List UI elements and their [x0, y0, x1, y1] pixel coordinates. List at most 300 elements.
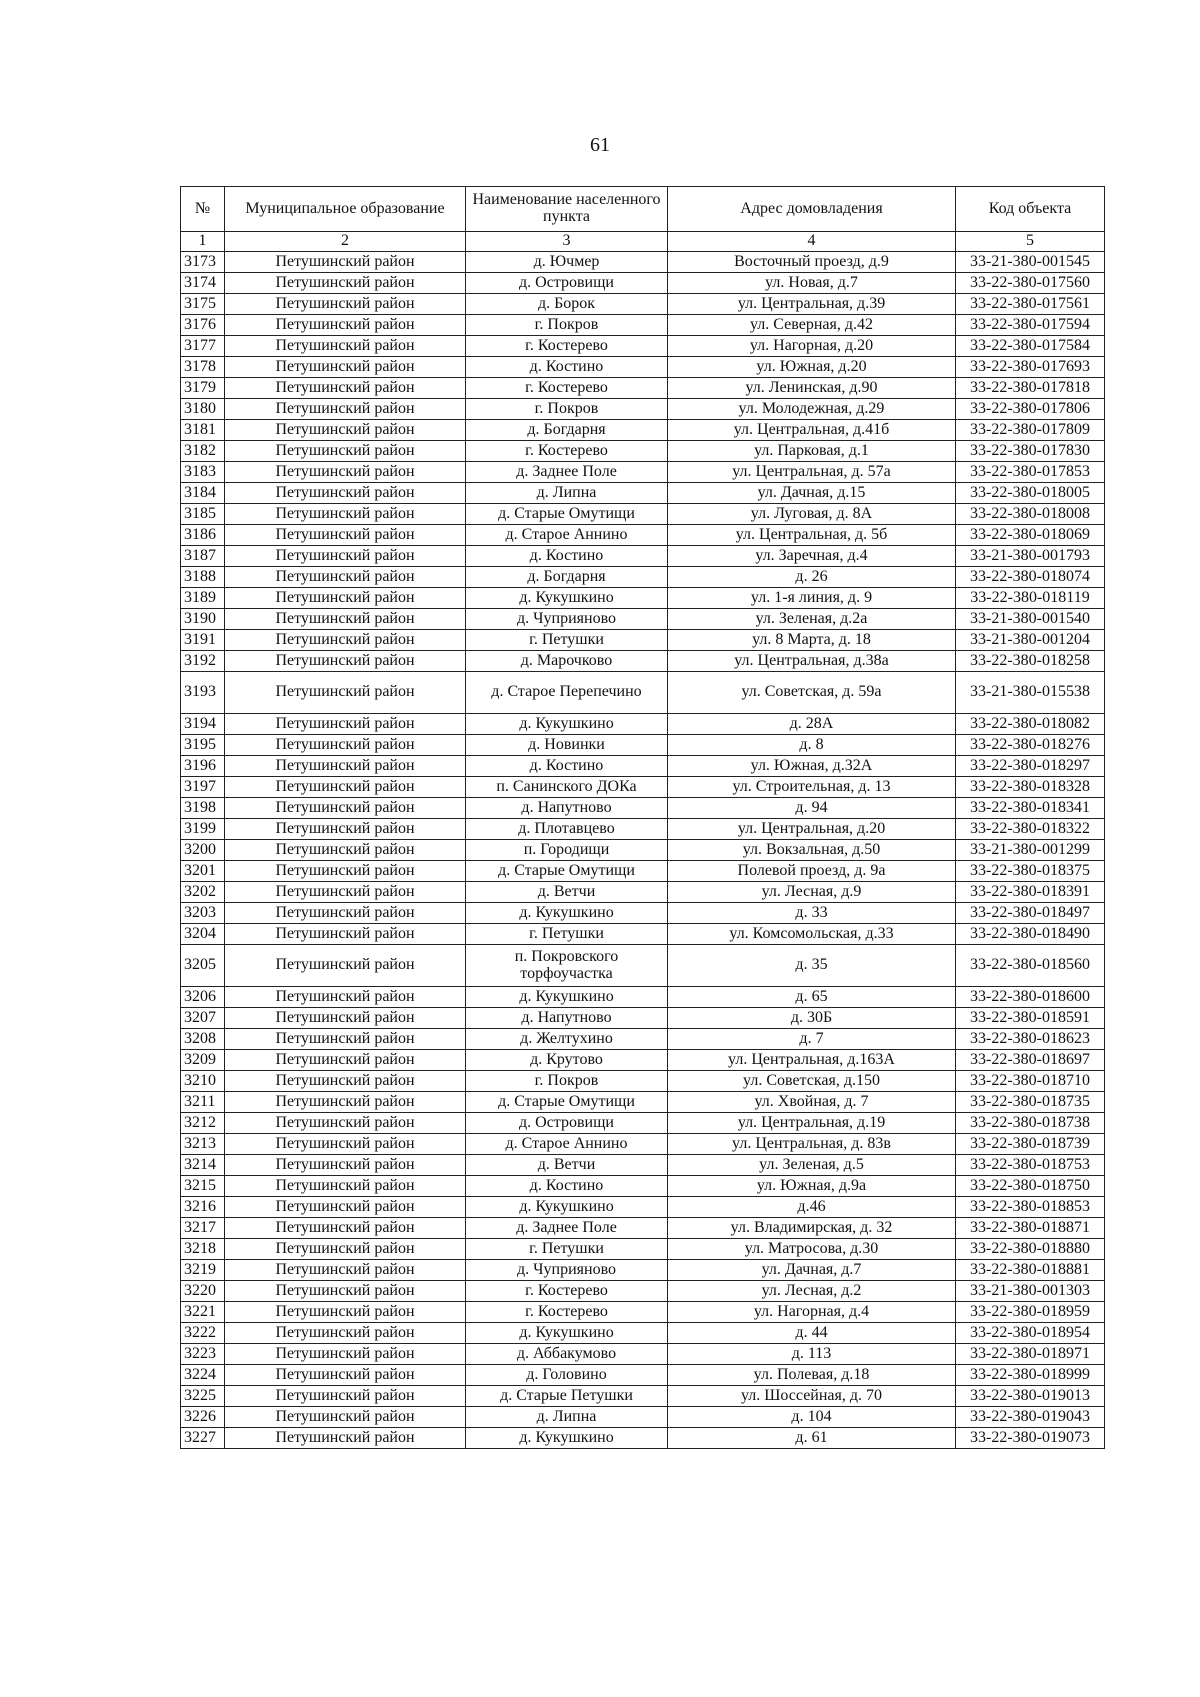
municipality-cell: Петушинский район	[225, 1155, 466, 1176]
municipality-cell: Петушинский район	[225, 483, 466, 504]
row-number: 3189	[181, 588, 225, 609]
object-code-cell: 33-22-380-018258	[956, 651, 1105, 672]
table-row	[181, 1323, 1105, 1344]
municipality-cell: Петушинский район	[225, 945, 466, 987]
table-row	[181, 1092, 1105, 1113]
address-cell: ул. 8 Марта, д. 18	[668, 630, 956, 651]
municipality-cell: Петушинский район	[225, 1365, 466, 1386]
column-number: 3	[466, 232, 668, 252]
settlement-cell: п. Покровского торфоучастка	[466, 945, 668, 987]
table-row	[181, 399, 1105, 420]
table-row	[181, 1302, 1105, 1323]
settlement-cell: д. Липна	[466, 483, 668, 504]
row-number: 3191	[181, 630, 225, 651]
row-number: 3220	[181, 1281, 225, 1302]
municipality-cell: Петушинский район	[225, 273, 466, 294]
municipality-cell: Петушинский район	[225, 1323, 466, 1344]
object-code-cell: 33-22-380-018871	[956, 1218, 1105, 1239]
row-number: 3204	[181, 924, 225, 945]
table-row	[181, 777, 1105, 798]
object-code-cell: 33-22-380-018560	[956, 945, 1105, 987]
table-row	[181, 441, 1105, 462]
object-code-cell: 33-22-380-018074	[956, 567, 1105, 588]
address-cell: д. 113	[668, 1344, 956, 1365]
settlement-cell: д. Крутово	[466, 1050, 668, 1071]
header-object-code: Код объекта	[956, 187, 1105, 232]
settlement-cell: д. Костино	[466, 357, 668, 378]
address-cell: ул. Матросова, д.30	[668, 1239, 956, 1260]
row-number: 3209	[181, 1050, 225, 1071]
object-code-cell: 33-22-380-018297	[956, 756, 1105, 777]
table-row	[181, 1281, 1105, 1302]
municipality-cell: Петушинский район	[225, 735, 466, 756]
table-row	[181, 252, 1105, 273]
table-row	[181, 1386, 1105, 1407]
address-cell: ул. 1-я линия, д. 9	[668, 588, 956, 609]
municipality-cell: Петушинский район	[225, 504, 466, 525]
table-row	[181, 567, 1105, 588]
settlement-cell: п. Санинского ДОКа	[466, 777, 668, 798]
row-number: 3196	[181, 756, 225, 777]
column-number: 4	[668, 232, 956, 252]
row-number: 3187	[181, 546, 225, 567]
settlement-cell: д. Кукушкино	[466, 1323, 668, 1344]
table-row	[181, 357, 1105, 378]
object-code-cell: 33-22-380-018322	[956, 819, 1105, 840]
municipality-cell: Петушинский район	[225, 567, 466, 588]
object-code-cell: 33-22-380-018971	[956, 1344, 1105, 1365]
settlement-cell: п. Городищи	[466, 840, 668, 861]
table-row	[181, 1239, 1105, 1260]
row-number: 3223	[181, 1344, 225, 1365]
row-number: 3213	[181, 1134, 225, 1155]
address-cell: д. 94	[668, 798, 956, 819]
row-number: 3173	[181, 252, 225, 273]
settlement-cell: г. Костерево	[466, 336, 668, 357]
row-number: 3179	[181, 378, 225, 399]
object-code-cell: 33-22-380-018753	[956, 1155, 1105, 1176]
settlement-cell: д. Ветчи	[466, 882, 668, 903]
address-cell: ул. Молодежная, д.29	[668, 399, 956, 420]
address-cell: ул. Центральная, д. 57а	[668, 462, 956, 483]
address-cell: ул. Лесная, д.9	[668, 882, 956, 903]
settlement-cell: д. Старые Омутищи	[466, 861, 668, 882]
object-code-cell: 33-22-380-018375	[956, 861, 1105, 882]
table-row	[181, 1197, 1105, 1218]
municipality-cell: Петушинский район	[225, 1050, 466, 1071]
row-number: 3193	[181, 672, 225, 714]
address-cell: ул. Нагорная, д.20	[668, 336, 956, 357]
table-row	[181, 861, 1105, 882]
municipality-cell: Петушинский район	[225, 987, 466, 1008]
address-cell: ул. Новая, д.7	[668, 273, 956, 294]
table-row	[181, 273, 1105, 294]
municipality-cell: Петушинский район	[225, 1134, 466, 1155]
municipality-cell: Петушинский район	[225, 798, 466, 819]
settlement-cell: д. Кукушкино	[466, 987, 668, 1008]
settlement-cell: г. Покров	[466, 315, 668, 336]
municipality-cell: Петушинский район	[225, 777, 466, 798]
row-number: 3206	[181, 987, 225, 1008]
row-number: 3185	[181, 504, 225, 525]
column-number: 5	[956, 232, 1105, 252]
address-cell: д. 44	[668, 1323, 956, 1344]
municipality-cell: Петушинский район	[225, 1344, 466, 1365]
settlement-cell: г. Петушки	[466, 924, 668, 945]
municipality-cell: Петушинский район	[225, 840, 466, 861]
settlement-cell: д. Напутново	[466, 1008, 668, 1029]
address-cell: ул. Луговая, д. 8А	[668, 504, 956, 525]
row-number: 3194	[181, 714, 225, 735]
object-code-cell: 33-22-380-018497	[956, 903, 1105, 924]
municipality-cell: Петушинский район	[225, 714, 466, 735]
object-code-cell: 33-22-380-018853	[956, 1197, 1105, 1218]
table-row	[181, 462, 1105, 483]
object-code-cell: 33-21-380-001793	[956, 546, 1105, 567]
settlement-cell: г. Костерево	[466, 378, 668, 399]
table-row	[181, 735, 1105, 756]
header-number: №	[181, 187, 225, 232]
row-number: 3188	[181, 567, 225, 588]
table-row	[181, 987, 1105, 1008]
object-code-cell: 33-22-380-018069	[956, 525, 1105, 546]
object-code-cell: 33-21-380-001545	[956, 252, 1105, 273]
object-code-cell: 33-22-380-018591	[956, 1008, 1105, 1029]
settlement-cell: г. Петушки	[466, 630, 668, 651]
object-code-cell: 33-22-380-018710	[956, 1071, 1105, 1092]
row-number: 3221	[181, 1302, 225, 1323]
address-cell: Восточный проезд, д.9	[668, 252, 956, 273]
settlement-cell: д. Липна	[466, 1407, 668, 1428]
row-number: 3202	[181, 882, 225, 903]
settlement-cell: д. Кукушкино	[466, 588, 668, 609]
table-row	[181, 945, 1105, 987]
municipality-cell: Петушинский район	[225, 1386, 466, 1407]
header-municipality: Муниципальное образование	[225, 187, 466, 232]
object-code-cell: 33-22-380-018739	[956, 1134, 1105, 1155]
table-row	[181, 1218, 1105, 1239]
object-code-cell: 33-22-380-018999	[956, 1365, 1105, 1386]
address-cell: ул. Парковая, д.1	[668, 441, 956, 462]
municipality-cell: Петушинский район	[225, 651, 466, 672]
address-cell: ул. Центральная, д.20	[668, 819, 956, 840]
address-cell: д.46	[668, 1197, 956, 1218]
settlement-cell: д. Плотавцево	[466, 819, 668, 840]
object-code-cell: 33-21-380-015538	[956, 672, 1105, 714]
table-row	[181, 651, 1105, 672]
address-cell: ул. Вокзальная, д.50	[668, 840, 956, 861]
table-row	[181, 525, 1105, 546]
settlement-cell: д. Островищи	[466, 273, 668, 294]
settlement-cell: д. Ветчи	[466, 1155, 668, 1176]
address-cell: д. 35	[668, 945, 956, 987]
table-row	[181, 1344, 1105, 1365]
address-cell: ул. Центральная, д.41б	[668, 420, 956, 441]
address-cell: ул. Южная, д.32А	[668, 756, 956, 777]
settlement-cell: д. Кукушкино	[466, 1428, 668, 1449]
object-code-cell: 33-21-380-001299	[956, 840, 1105, 861]
table-row	[181, 756, 1105, 777]
municipality-cell: Петушинский район	[225, 588, 466, 609]
municipality-cell: Петушинский район	[225, 441, 466, 462]
row-number: 3174	[181, 273, 225, 294]
address-cell: ул. Центральная, д. 5б	[668, 525, 956, 546]
page-number: 61	[590, 134, 610, 156]
municipality-cell: Петушинский район	[225, 1407, 466, 1428]
object-code-cell: 33-22-380-017830	[956, 441, 1105, 462]
object-code-cell: 33-22-380-018005	[956, 483, 1105, 504]
object-code-cell: 33-22-380-018881	[956, 1260, 1105, 1281]
settlement-cell: д. Кукушкино	[466, 714, 668, 735]
municipality-cell: Петушинский район	[225, 1092, 466, 1113]
settlement-cell: д. Кукушкино	[466, 903, 668, 924]
row-number: 3183	[181, 462, 225, 483]
settlement-cell: д. Борок	[466, 294, 668, 315]
settlement-cell: д. Старые Петушки	[466, 1386, 668, 1407]
municipality-cell: Петушинский район	[225, 672, 466, 714]
settlement-cell: д. Заднее Поле	[466, 462, 668, 483]
table-row	[181, 315, 1105, 336]
object-code-cell: 33-21-380-001540	[956, 609, 1105, 630]
object-code-cell: 33-22-380-017594	[956, 315, 1105, 336]
object-code-cell: 33-22-380-017809	[956, 420, 1105, 441]
municipality-cell: Петушинский район	[225, 819, 466, 840]
address-cell: ул. Лесная, д.2	[668, 1281, 956, 1302]
settlement-cell: г. Костерево	[466, 441, 668, 462]
object-code-cell: 33-22-380-018750	[956, 1176, 1105, 1197]
municipality-cell: Петушинский район	[225, 525, 466, 546]
column-number: 1	[181, 232, 225, 252]
municipality-cell: Петушинский район	[225, 252, 466, 273]
object-code-cell: 33-22-380-018623	[956, 1029, 1105, 1050]
object-code-cell: 33-22-380-017584	[956, 336, 1105, 357]
address-cell: ул. Хвойная, д. 7	[668, 1092, 956, 1113]
row-number: 3175	[181, 294, 225, 315]
address-cell: ул. Зеленая, д.2а	[668, 609, 956, 630]
settlement-cell: д. Островищи	[466, 1113, 668, 1134]
address-cell: д. 61	[668, 1428, 956, 1449]
address-cell: ул. Советская, д.150	[668, 1071, 956, 1092]
municipality-cell: Петушинский район	[225, 462, 466, 483]
table-row	[181, 294, 1105, 315]
object-code-cell: 33-22-380-018276	[956, 735, 1105, 756]
object-code-cell: 33-22-380-018738	[956, 1113, 1105, 1134]
row-number: 3219	[181, 1260, 225, 1281]
municipality-cell: Петушинский район	[225, 924, 466, 945]
address-cell: ул. Комсомольская, д.33	[668, 924, 956, 945]
settlement-cell: д. Аббакумово	[466, 1344, 668, 1365]
municipality-cell: Петушинский район	[225, 546, 466, 567]
row-number: 3197	[181, 777, 225, 798]
address-cell: ул. Центральная, д.163А	[668, 1050, 956, 1071]
municipality-cell: Петушинский район	[225, 1239, 466, 1260]
row-number: 3201	[181, 861, 225, 882]
settlement-cell: д. Чуприяново	[466, 1260, 668, 1281]
settlement-cell: д. Богдарня	[466, 567, 668, 588]
address-cell: ул. Южная, д.20	[668, 357, 956, 378]
row-number: 3200	[181, 840, 225, 861]
object-code-cell: 33-22-380-018959	[956, 1302, 1105, 1323]
settlement-cell: д. Напутново	[466, 798, 668, 819]
address-cell: д. 33	[668, 903, 956, 924]
municipality-cell: Петушинский район	[225, 1302, 466, 1323]
table-row	[181, 1029, 1105, 1050]
table-row	[181, 1260, 1105, 1281]
header-settlement: Наименование населенного пункта	[466, 187, 668, 232]
row-number: 3205	[181, 945, 225, 987]
municipality-cell: Петушинский район	[225, 903, 466, 924]
address-cell: Полевой проезд, д. 9а	[668, 861, 956, 882]
row-number: 3192	[181, 651, 225, 672]
object-code-cell: 33-22-380-018600	[956, 987, 1105, 1008]
settlement-cell: д. Старые Омутищи	[466, 1092, 668, 1113]
object-code-cell: 33-22-380-017561	[956, 294, 1105, 315]
row-number: 3195	[181, 735, 225, 756]
table-body	[181, 252, 1105, 1449]
settlement-cell: д. Марочково	[466, 651, 668, 672]
object-code-cell: 33-22-380-017693	[956, 357, 1105, 378]
object-code-cell: 33-22-380-017806	[956, 399, 1105, 420]
object-code-cell: 33-21-380-001303	[956, 1281, 1105, 1302]
municipality-cell: Петушинский район	[225, 1029, 466, 1050]
row-number: 3182	[181, 441, 225, 462]
table-row	[181, 1050, 1105, 1071]
row-number: 3178	[181, 357, 225, 378]
row-number: 3180	[181, 399, 225, 420]
address-cell: ул. Нагорная, д.4	[668, 1302, 956, 1323]
settlement-cell: д. Кукушкино	[466, 1197, 668, 1218]
settlement-cell: д. Желтухино	[466, 1029, 668, 1050]
municipality-cell: Петушинский район	[225, 1071, 466, 1092]
address-cell: ул. Дачная, д.15	[668, 483, 956, 504]
row-number: 3211	[181, 1092, 225, 1113]
table-row	[181, 609, 1105, 630]
table-row	[181, 1428, 1105, 1449]
row-number: 3181	[181, 420, 225, 441]
object-code-cell: 33-22-380-018328	[956, 777, 1105, 798]
table-row	[181, 672, 1105, 714]
municipality-cell: Петушинский район	[225, 420, 466, 441]
table-row	[181, 882, 1105, 903]
municipality-cell: Петушинский район	[225, 1218, 466, 1239]
row-number: 3176	[181, 315, 225, 336]
row-number: 3190	[181, 609, 225, 630]
table-row	[181, 1071, 1105, 1092]
settlement-cell: г. Костерево	[466, 1281, 668, 1302]
table-row	[181, 903, 1105, 924]
settlement-cell: д. Старое Аннино	[466, 1134, 668, 1155]
object-code-cell: 33-22-380-019073	[956, 1428, 1105, 1449]
settlement-cell: г. Петушки	[466, 1239, 668, 1260]
table-row	[181, 588, 1105, 609]
address-cell: д. 104	[668, 1407, 956, 1428]
address-cell: д. 65	[668, 987, 956, 1008]
object-code-cell: 33-22-380-017560	[956, 273, 1105, 294]
row-number: 3216	[181, 1197, 225, 1218]
row-number: 3198	[181, 798, 225, 819]
address-cell: д. 7	[668, 1029, 956, 1050]
municipality-cell: Петушинский район	[225, 1428, 466, 1449]
table-row	[181, 504, 1105, 525]
object-code-cell: 33-22-380-019043	[956, 1407, 1105, 1428]
municipality-cell: Петушинский район	[225, 336, 466, 357]
object-code-cell: 33-22-380-019013	[956, 1386, 1105, 1407]
object-code-cell: 33-22-380-018119	[956, 588, 1105, 609]
table-row	[181, 1113, 1105, 1134]
table-row	[181, 546, 1105, 567]
municipality-cell: Петушинский район	[225, 1176, 466, 1197]
object-code-cell: 33-21-380-001204	[956, 630, 1105, 651]
row-number: 3184	[181, 483, 225, 504]
object-code-cell: 33-22-380-017853	[956, 462, 1105, 483]
settlement-cell: д. Костино	[466, 1176, 668, 1197]
object-code-cell: 33-22-380-018735	[956, 1092, 1105, 1113]
settlement-cell: д. Новинки	[466, 735, 668, 756]
table-row	[181, 1155, 1105, 1176]
address-cell: ул. Центральная, д.19	[668, 1113, 956, 1134]
municipality-cell: Петушинский район	[225, 861, 466, 882]
address-cell: ул. Шоссейная, д. 70	[668, 1386, 956, 1407]
municipality-cell: Петушинский район	[225, 882, 466, 903]
address-cell: ул. Советская, д. 59а	[668, 672, 956, 714]
object-code-cell: 33-22-380-018008	[956, 504, 1105, 525]
municipality-cell: Петушинский район	[225, 1281, 466, 1302]
settlement-cell: д. Костино	[466, 756, 668, 777]
row-number: 3203	[181, 903, 225, 924]
municipality-cell: Петушинский район	[225, 1197, 466, 1218]
row-number: 3217	[181, 1218, 225, 1239]
row-number: 3210	[181, 1071, 225, 1092]
municipality-cell: Петушинский район	[225, 378, 466, 399]
row-number: 3208	[181, 1029, 225, 1050]
address-cell: ул. Заречная, д.4	[668, 546, 956, 567]
settlement-cell: д. Старое Перепечино	[466, 672, 668, 714]
object-code-cell: 33-22-380-018490	[956, 924, 1105, 945]
address-cell: ул. Центральная, д.39	[668, 294, 956, 315]
settlement-cell: д. Богдарня	[466, 420, 668, 441]
municipality-cell: Петушинский район	[225, 630, 466, 651]
row-number: 3212	[181, 1113, 225, 1134]
column-numbers-row	[181, 232, 1105, 252]
address-cell: д. 8	[668, 735, 956, 756]
municipality-cell: Петушинский район	[225, 399, 466, 420]
records-table	[180, 186, 1105, 1449]
object-code-cell: 33-22-380-018341	[956, 798, 1105, 819]
settlement-cell: д. Заднее Поле	[466, 1218, 668, 1239]
row-number: 3215	[181, 1176, 225, 1197]
table-row	[181, 840, 1105, 861]
municipality-cell: Петушинский район	[225, 357, 466, 378]
settlement-cell: д. Старое Аннино	[466, 525, 668, 546]
object-code-cell: 33-22-380-017818	[956, 378, 1105, 399]
header-row	[181, 187, 1105, 232]
address-cell: ул. Центральная, д. 83в	[668, 1134, 956, 1155]
object-code-cell: 33-22-380-018954	[956, 1323, 1105, 1344]
column-number: 2	[225, 232, 466, 252]
row-number: 3186	[181, 525, 225, 546]
municipality-cell: Петушинский район	[225, 315, 466, 336]
settlement-cell: г. Костерево	[466, 1302, 668, 1323]
table-row	[181, 420, 1105, 441]
table-row	[181, 1407, 1105, 1428]
table-row	[181, 1365, 1105, 1386]
row-number: 3226	[181, 1407, 225, 1428]
row-number: 3214	[181, 1155, 225, 1176]
table-row	[181, 378, 1105, 399]
address-cell: ул. Южная, д.9а	[668, 1176, 956, 1197]
address-cell: ул. Дачная, д.7	[668, 1260, 956, 1281]
table-row	[181, 630, 1105, 651]
